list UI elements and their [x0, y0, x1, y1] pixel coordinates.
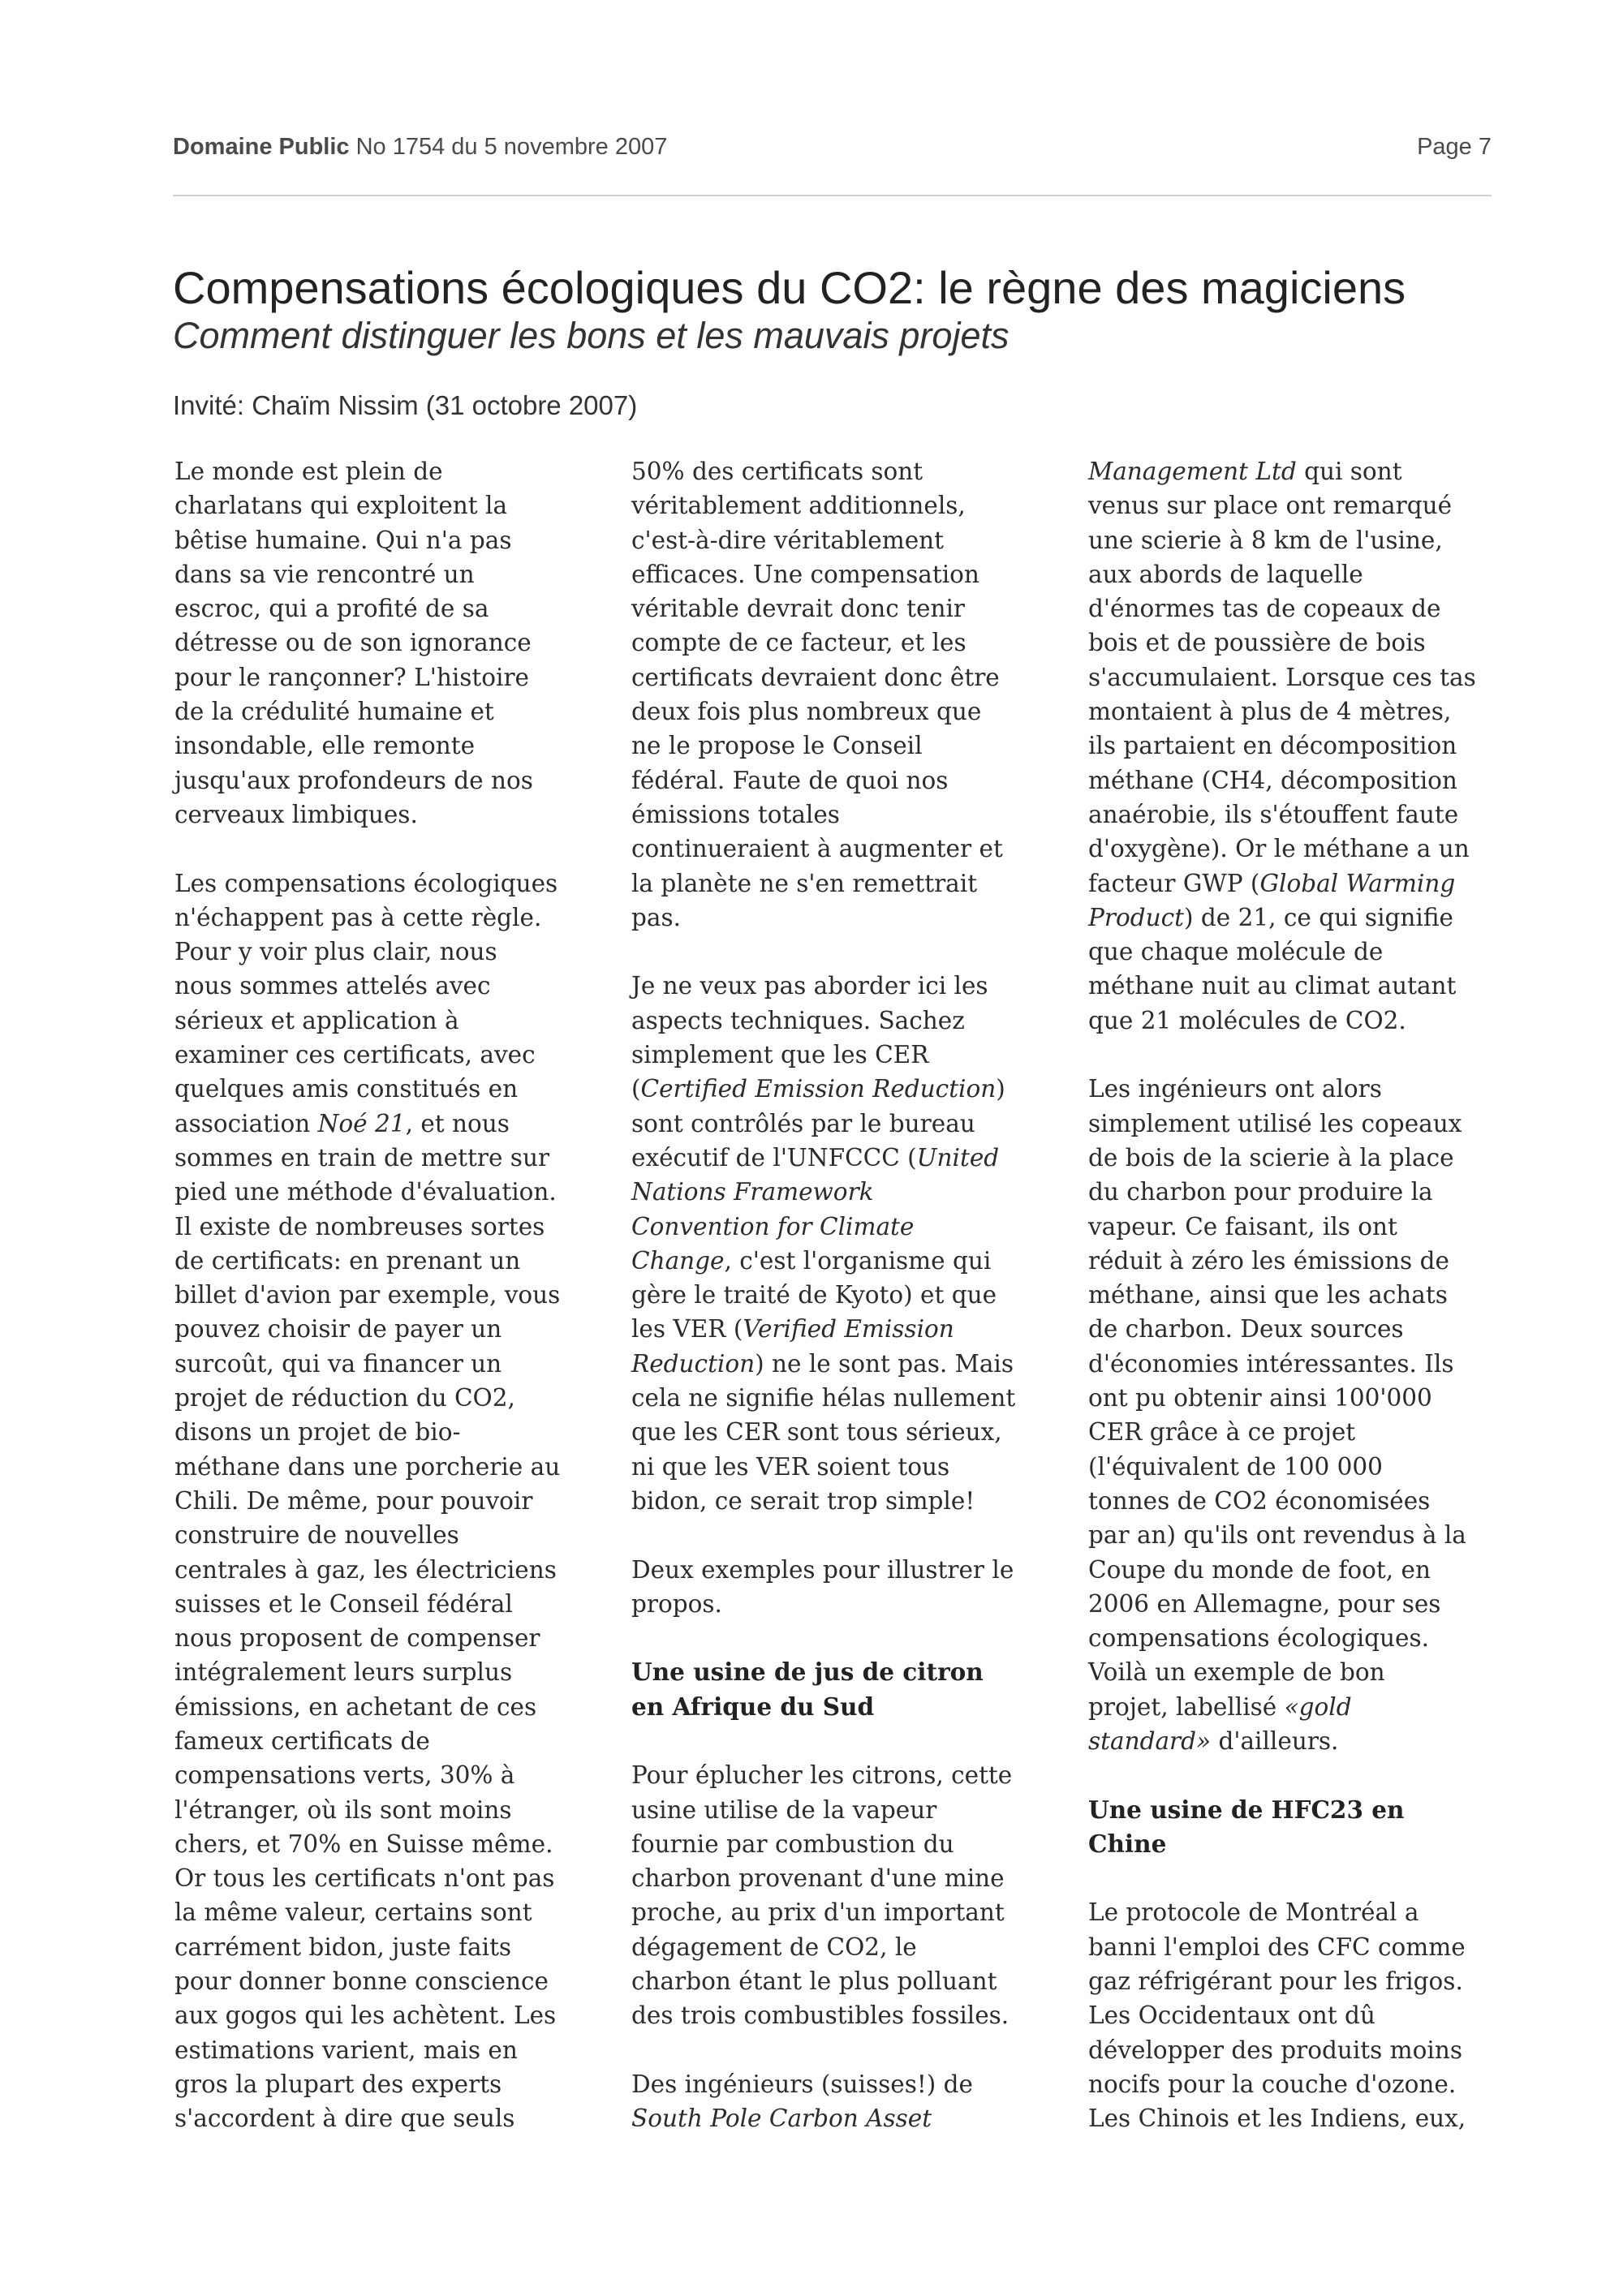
- text-line: disons un projet de bio-: [174, 1418, 461, 1447]
- text-line: dégagement de CO2, le: [631, 1933, 917, 1961]
- text-line: [631, 2101, 1041, 2135]
- text-line: 50% des certificats sont: [631, 458, 923, 485]
- text-line: Une usine de jus de citron: [631, 1658, 984, 1687]
- text-line: montaient à plus de 4 mètres,: [1088, 698, 1452, 726]
- text-line: que les CER sont tous sérieux,: [631, 1418, 1002, 1447]
- text-line: continueraient à augmenter et: [631, 835, 1003, 863]
- text-line: Les ingénieurs ont alors: [1088, 1075, 1382, 1103]
- text-line: Les Occidentaux ont dû: [1088, 2001, 1375, 2030]
- text-line: émissions totales: [631, 800, 840, 828]
- association-name: Noé 21: [317, 1109, 406, 1137]
- article-title: Compensations écologiques du CO2: le règne des magiciens: [173, 262, 1406, 313]
- article-subtitle: Comment distinguer les bons et les mauvais projets: [173, 315, 1010, 356]
- text-line: association Noé 21, et nous: [174, 1109, 510, 1137]
- article-column-2: [631, 454, 1041, 2170]
- text-line: Coupe du monde de foot, en: [1088, 1555, 1431, 1584]
- text-line: méthane, ainsi que les achats: [1088, 1281, 1448, 1309]
- text-line: des trois combustibles fossiles.: [631, 2001, 1010, 2030]
- paragraph: [1088, 1072, 1498, 1758]
- text-line: de charbon. Deux sources: [1088, 1315, 1404, 1344]
- text-line: carrément bidon, juste faits: [174, 1933, 512, 1961]
- paragraph: [631, 1758, 1041, 2032]
- text-line: centrales à gaz, les électriciens: [174, 1555, 557, 1584]
- text-line: deux fois plus nombreux que: [631, 698, 982, 726]
- text-line: quelques amis constitués en: [174, 1075, 519, 1103]
- text-line: Or tous les certificats n'ont pas: [174, 1864, 555, 1893]
- text-line: pouvez choisir de payer un: [174, 1315, 502, 1344]
- text-line: n'échappent pas à cette règle.: [174, 903, 542, 931]
- text-line: Reduction) ne le sont pas. Mais: [631, 1349, 1014, 1378]
- text-line: projet, labellisé «gold: [1088, 1692, 1352, 1721]
- text-line: simplement que les CER: [631, 1041, 929, 1069]
- text-line: méthane dans une porcherie au: [174, 1452, 561, 1481]
- text-line: c'est-à-dire véritablement: [631, 526, 945, 554]
- text-line: Les compensations écologiques: [174, 869, 558, 897]
- text-line: nous proposent de compenser: [174, 1624, 540, 1653]
- text-line: gros la plupart des experts: [174, 2070, 502, 2098]
- text-line: Chine: [1088, 1829, 1167, 1858]
- section-heading-lemon-factory: [631, 1655, 1041, 1724]
- text-line: développer des produits moins: [1088, 2036, 1462, 2064]
- text-line: pour donner bonne conscience: [174, 1967, 549, 1996]
- text-line: jusqu'aux profondeurs de nos: [174, 766, 533, 794]
- cer-term: Certified Emission Reduction: [640, 1075, 997, 1103]
- text-line: la planète ne s'en remettrait: [631, 869, 978, 897]
- text-line: ne le propose le Conseil: [631, 732, 923, 760]
- text-line: proche, au prix d'un important: [631, 1898, 1005, 1927]
- text-line: Il existe de nombreuses sortes: [174, 1212, 545, 1240]
- text-line: Une usine de HFC23 en: [1088, 1795, 1405, 1824]
- text-line: Deux exemples pour illustrer le: [631, 1555, 1014, 1584]
- paragraph: [174, 866, 584, 2136]
- article-byline: Invité: Chaïm Nissim (31 octobre 2007): [173, 390, 638, 420]
- text-line: bois et de poussière de bois: [1088, 629, 1426, 657]
- text-line: les VER (Verified Emission: [631, 1315, 954, 1344]
- text-line: aux abords de laquelle: [1088, 560, 1363, 588]
- text-line: propos.: [631, 1589, 722, 1618]
- issue-info: No 1754 du 5 novembre 2007: [355, 134, 668, 160]
- text-line: surcoût, qui va financer un: [174, 1349, 502, 1378]
- text-line: une scierie à 8 km de l'usine,: [1088, 526, 1443, 554]
- text-line: que 21 molécules de CO2.: [1088, 1006, 1406, 1034]
- text-line: cela ne signifie hélas nullement: [631, 1384, 1016, 1412]
- text-line: billet d'avion par exemple, vous: [174, 1281, 561, 1309]
- text-line: Voilà un exemple de bon: [1088, 1658, 1385, 1687]
- text-line: venus sur place ont remarqué: [1088, 492, 1453, 520]
- text-line: intégralement leurs surplus: [174, 1658, 513, 1687]
- text-line: standard» d'ailleurs.: [1088, 1726, 1339, 1755]
- text-line: détresse ou de son ignorance: [174, 629, 532, 657]
- text-line: certificats devraient donc être: [631, 663, 1000, 691]
- text-line: ni que les VER soient tous: [631, 1452, 950, 1481]
- text-line: projet de réduction du CO2,: [174, 1384, 515, 1412]
- text-line: Le protocole de Montréal a: [1088, 1898, 1419, 1927]
- text-line: s'accumulaient. Lorsque ces tas: [1088, 663, 1476, 691]
- text-line: sérieux et application à: [174, 1006, 459, 1034]
- text-line: vapeur. Ce faisant, ils ont: [1088, 1212, 1397, 1240]
- text-line: Change, c'est l'organisme qui: [631, 1246, 992, 1275]
- text-line: émissions, en achetant de ces: [174, 1692, 537, 1721]
- text-line: insondable, elle remonte: [174, 732, 476, 760]
- text-line: Management Ltd qui sont: [1088, 458, 1402, 485]
- text-line: examiner ces certificats, avec: [174, 1041, 536, 1069]
- text-line: s'accordent à dire que seuls: [174, 2105, 515, 2133]
- text-line: fameux certificats de: [174, 1726, 430, 1755]
- text-line: ont pu obtenir ainsi 100'000: [1088, 1384, 1432, 1412]
- text-line: par an) qu'ils ont revendus à la: [1088, 1521, 1466, 1550]
- article-column-1: [174, 454, 584, 2170]
- text-line: 2006 en Allemagne, pour ses: [1088, 1589, 1441, 1618]
- text-line: suisses et le Conseil fédéral: [174, 1589, 513, 1618]
- text-line: Des ingénieurs (suisses!) de: [631, 2070, 973, 2098]
- paragraph: [174, 454, 584, 832]
- text-line: bêtise humaine. Qui n'a pas: [174, 526, 512, 554]
- text-line: anaérobie, ils s'étouffent faute: [1088, 800, 1459, 828]
- text-line: estimations varient, mais en: [174, 2036, 518, 2064]
- text-line: bidon, ce serait trop simple!: [631, 1486, 975, 1515]
- text-line: compte de ce facteur, et les: [631, 629, 966, 657]
- text-line: aspects techniques. Sachez: [631, 1006, 965, 1034]
- text-line: la même valeur, certains sont: [174, 1898, 532, 1927]
- text-line: charlatans qui exploitent la: [174, 492, 508, 520]
- text-line: de certificats: en prenant un: [174, 1246, 521, 1275]
- text-line: gaz réfrigérant pour les frigos.: [1088, 1967, 1463, 1996]
- page-number: Page 7: [1417, 134, 1492, 160]
- header-divider: [173, 195, 1492, 196]
- text-line: méthane nuit au climat autant: [1088, 972, 1457, 1000]
- paragraph: [1088, 1895, 1498, 2135]
- text-line: simplement utilisé les copeaux: [1088, 1109, 1462, 1137]
- text-line: Pour y voir plus clair, nous: [174, 938, 497, 966]
- text-line: dans sa vie rencontré un: [174, 560, 475, 588]
- text-line: CER grâce à ce projet: [1088, 1418, 1356, 1447]
- text-line: charbon provenant d'une mine: [631, 1864, 1005, 1893]
- text-line: cerveaux limbiques.: [174, 800, 418, 828]
- text-line: Convention for Climate: [631, 1212, 915, 1240]
- text-line: véritablement additionnels,: [631, 492, 966, 520]
- text-line: l'étranger, où ils sont moins: [174, 1795, 512, 1824]
- text-line: de la crédulité humaine et: [174, 698, 494, 726]
- paragraph: [631, 1553, 1041, 1622]
- text-line: efficaces. Une compensation: [631, 560, 979, 588]
- text-line: d'énormes tas de copeaux de: [1088, 595, 1441, 623]
- company-name: South Pole Carbon Asset: [631, 2105, 932, 2133]
- section-heading-hfc23-factory: [1088, 1793, 1498, 1862]
- text-line: banni l'emploi des CFC comme: [1088, 1933, 1466, 1961]
- text-line: sont contrôlés par le bureau: [631, 1109, 975, 1137]
- paragraph: [631, 2067, 1041, 2136]
- text-line: méthane (CH4, décomposition: [1088, 766, 1457, 794]
- text-line: Product) de 21, ce qui signifie: [1088, 903, 1453, 931]
- text-line: d'oxygène). Or le méthane a un: [1088, 835, 1470, 863]
- article-column-3: [1088, 454, 1498, 2170]
- text-line: véritable devrait donc tenir: [631, 595, 966, 623]
- text-line: fédéral. Faute de quoi nos: [631, 766, 949, 794]
- page-header: [173, 134, 1492, 166]
- company-name: Management Ltd: [1088, 458, 1297, 485]
- text-line: exécutif de l'UNFCCC (United: [631, 1143, 1000, 1172]
- text-line: tonnes de CO2 économisées: [1088, 1486, 1431, 1515]
- text-line: Nations Framework: [631, 1178, 874, 1206]
- text-line: Pour éplucher les citrons, cette: [631, 1761, 1013, 1790]
- text-line: que chaque molécule de: [1088, 938, 1384, 966]
- text-line: en Afrique du Sud: [631, 1692, 875, 1721]
- text-line: escroc, qui a profité de sa: [174, 595, 489, 623]
- text-line: nocifs pour la couche d'ozone.: [1088, 2070, 1457, 2098]
- text-line: pied une méthode d'évaluation.: [174, 1178, 557, 1206]
- text-line: pas.: [631, 903, 681, 931]
- text-line: Le monde est plein de: [174, 458, 443, 485]
- text-line: réduit à zéro les émissions de: [1088, 1246, 1449, 1275]
- text-line: aux gogos qui les achètent. Les: [174, 2001, 557, 2030]
- paragraph: [631, 454, 1041, 935]
- text-line: compensations verts, 30% à: [174, 1761, 515, 1790]
- text-line: compensations écologiques.: [1088, 1624, 1430, 1653]
- text-line: Je ne veux pas aborder ici les: [631, 972, 988, 1000]
- text-line: Chili. De même, pour pouvoir: [174, 1486, 533, 1515]
- text-line: de bois de la scierie à la place: [1088, 1143, 1454, 1172]
- text-line: (l'équivalent de 100 000: [1088, 1452, 1383, 1481]
- text-line: sommes en train de mettre sur: [174, 1143, 550, 1172]
- text-line: Les Chinois et les Indiens, eux,: [1088, 2105, 1466, 2133]
- text-line: ils partaient en décomposition: [1088, 732, 1457, 760]
- text-line: du charbon pour produire la: [1088, 1178, 1433, 1206]
- text-line: nous sommes attelés avec: [174, 972, 491, 1000]
- text-line: (Certified Emission Reduction): [631, 1075, 1005, 1103]
- text-line: pour le rançonner? L'histoire: [174, 663, 529, 691]
- text-line: chers, et 70% en Suisse même.: [174, 1829, 553, 1858]
- text-line: usine utilise de la vapeur: [631, 1795, 937, 1824]
- text-line: construire de nouvelles: [174, 1521, 459, 1550]
- text-line: facteur GWP (Global Warming: [1088, 869, 1456, 897]
- text-line: d'économies intéressantes. Ils: [1088, 1349, 1454, 1378]
- text-line: charbon étant le plus polluant: [631, 1967, 997, 1996]
- paragraph: [631, 969, 1041, 1518]
- paragraph: [1088, 454, 1498, 1038]
- text-line: gère le traité de Kyoto) et que: [631, 1281, 997, 1309]
- text-line: fournie par combustion du: [631, 1829, 954, 1858]
- publication-name: Domaine Public: [173, 134, 350, 160]
